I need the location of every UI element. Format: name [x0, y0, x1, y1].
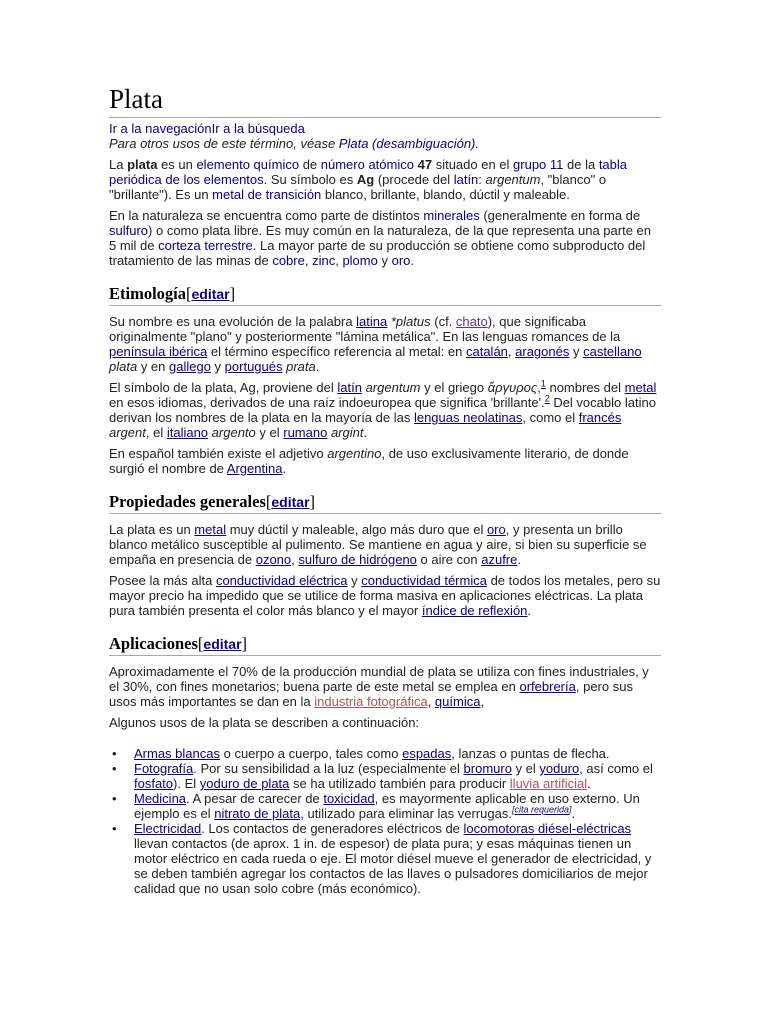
edit-section-link[interactable]: editar — [191, 286, 230, 302]
link-frances[interactable]: francés — [578, 410, 622, 425]
aplicaciones-paragraph-1: Aproximadamente el 70% de la producción mundial de plata se utiliza con fines industriales, y el 30%, con fines monetarios; buena parte de este metal se emplea en orfebrería, pero sus usos más importantes se dan en la industria fotográfica, química, — [109, 664, 649, 709]
list-item: • Armas blancas o cuerpo a cuerpo, tales como espadas, lanzas o puntas de flecha. — [112, 746, 610, 761]
link-locomotoras-diesel-electricas[interactable]: locomotoras diésel-eléctricas — [463, 821, 632, 836]
link-gallego[interactable]: gallego — [169, 359, 211, 374]
link-peninsula-iberica[interactable]: península ibérica — [109, 344, 208, 359]
etimologia-paragraph-3: En español también existe el adjetivo argentino, de uso exclusivamente literario, de donde surgió el nombre de Argentina. — [109, 446, 629, 476]
link-conductividad-electrica[interactable]: conductividad eléctrica — [215, 573, 348, 588]
list-item: • Fotografía. Por su sensibilidad a la luz (especialmente el bromuro y el yoduro, así como el fosfato). El yoduro de plata se ha utilizado también para producir lluvia artificial. — [112, 761, 653, 791]
edit-section-link[interactable]: editar — [271, 494, 310, 510]
link-elemento-quimico[interactable]: elemento químico — [196, 157, 300, 172]
link-latina[interactable]: latina — [356, 314, 388, 329]
link-lluvia-artificial[interactable]: lluvia artificial — [509, 776, 588, 791]
link-numero-atomico[interactable]: número atómico — [320, 157, 414, 172]
section-heading-etimologia: Etimología[editar] — [109, 284, 661, 306]
page-title: Plata — [109, 84, 661, 118]
link-chato[interactable]: chato — [455, 314, 488, 329]
link-catalan[interactable]: catalán — [465, 344, 508, 359]
link-sulfuro[interactable]: sulfuro — [109, 223, 149, 238]
link-minerales[interactable]: minerales — [423, 208, 480, 223]
link-metal[interactable]: metal — [624, 380, 657, 395]
citation-needed: [cita requerida] — [511, 804, 572, 815]
link-yoduro[interactable]: yoduro — [539, 761, 580, 776]
link-medicina[interactable]: Medicina — [134, 791, 187, 806]
link-nitrato-de-plata[interactable]: nitrato de plata — [214, 806, 301, 821]
link-quimica[interactable]: química — [434, 694, 481, 709]
list-item: • Electricidad. Los contactos de generadores eléctricos de locomotoras diésel-eléctricas llevan contactos (de aprox. 1 in. de espesor) de plata pura; y esas máquinas tienen un motor eléctrico en cada rueda o eje. El motor diésel mueve el generador de electricidad, y se deben también agregar los contactos de las llaves o pulsadores domiciliarios de mejor calidad que no usan solo cobre (más económico). — [112, 821, 652, 896]
link-castellano[interactable]: castellano — [583, 344, 642, 359]
link-grupo-11[interactable]: grupo 11 — [513, 157, 564, 172]
section-heading-aplicaciones: Aplicaciones[editar] — [109, 634, 661, 656]
jump-to-navigation-link[interactable]: Ir a la navegación — [109, 121, 212, 136]
hatnote: Para otros usos de este término, véase Plata (desambiguación). — [109, 136, 479, 151]
link-conductividad-termica[interactable]: conductividad térmica — [361, 573, 487, 588]
link-rumano[interactable]: rumano — [283, 425, 328, 440]
link-bromuro[interactable]: bromuro — [463, 761, 512, 776]
jump-to-search-link[interactable]: Ir a la búsqueda — [211, 121, 305, 136]
link-plomo[interactable]: plomo — [342, 253, 378, 268]
article — [109, 84, 661, 896]
link-azufre[interactable]: azufre — [481, 552, 518, 567]
propiedades-paragraph-1: La plata es un metal muy dúctil y maleable, algo más duro que el oro, y presenta un brillo blanco metálico susceptible al pulimento. Se mantiene en agua y aire, si bien su superficie se empaña en presencia de ozono, sulfuro de hidrógeno o aire con azufre. — [109, 522, 647, 567]
disambiguation-link[interactable]: Plata (desambiguación) — [338, 136, 476, 151]
link-sulfuro-de-hidrogeno[interactable]: sulfuro de hidrógeno — [298, 552, 417, 567]
link-indice-de-reflexion[interactable]: índice de reflexión — [421, 603, 528, 618]
link-fotografia[interactable]: Fotografía — [134, 761, 194, 776]
link-portugues[interactable]: portugués — [224, 359, 283, 374]
link-toxicidad[interactable]: toxicidad — [323, 791, 375, 806]
link-argentina[interactable]: Argentina — [226, 461, 283, 476]
link-metal-2[interactable]: metal — [194, 522, 227, 537]
link-fosfato[interactable]: fosfato — [134, 776, 174, 791]
link-cobre[interactable]: cobre — [272, 253, 305, 268]
link-yoduro-de-plata[interactable]: yoduro de plata — [199, 776, 290, 791]
link-aragones[interactable]: aragonés — [515, 344, 570, 359]
link-oro-2[interactable]: oro — [486, 522, 506, 537]
link-orfebreria[interactable]: orfebrería — [519, 679, 576, 694]
aplicaciones-paragraph-2: Algunos usos de la plata se describen a continuación: — [109, 715, 420, 730]
reference-2[interactable]: 2 — [544, 393, 550, 404]
link-corteza-terrestre[interactable]: corteza terrestre — [158, 238, 253, 253]
link-metal-de-transicion[interactable]: metal de transición — [212, 187, 322, 202]
link-tabla-periodica[interactable]: tabla periódica de los elementos — [109, 157, 628, 187]
link-italiano[interactable]: italiano — [166, 425, 209, 440]
link-cita-requerida[interactable]: cita requerida — [514, 804, 570, 815]
intro-paragraph-1: La plata es un elemento químico de número atómico 47 situado en el grupo 11 de la tabla periódica de los elementos. Su símbolo es Ag (procede del latín: argentum, "blanco" o "brillante"). Es un metal de transición blanco, brillante, blando, dúctil y maleable. — [109, 157, 628, 202]
propiedades-paragraph-2: Posee la más alta conductividad eléctrica y conductividad térmica de todos los metales, pero su mayor precio ha impedido que se utilice de forma masiva en aplicaciones eléctricas. La plata pura también presenta el color más blanco y el mayor índice de reflexión. — [109, 573, 661, 618]
edit-section-link[interactable]: editar — [203, 636, 242, 652]
link-armas-blancas[interactable]: Armas blancas — [134, 746, 220, 761]
link-industria-fotografica[interactable]: industria fotográfica — [314, 694, 428, 709]
link-oro[interactable]: oro — [391, 253, 411, 268]
jump-links — [109, 121, 661, 136]
intro-paragraph-2: En la naturaleza se encuentra como parte de distintos minerales (generalmente en forma de sulfuro) o como plata libre. Es muy común en la naturaleza, de la que representa una parte en 5 mil de corteza terrestre. La mayor parte de su producción se obtiene como subproducto del tratamiento de las minas de cobre, zinc, plomo y oro. — [109, 208, 651, 268]
link-espadas[interactable]: espadas — [402, 746, 452, 761]
etimologia-paragraph-1: Su nombre es una evolución de la palabra latina *platus (cf. chato), que significaba originalmente "plano" y posteriormente "lámina metálica". En las lenguas romances de la península ibérica el término específico referencia al metal: en catalán, aragonés y castellano plata y en gallego y portugués prata. — [109, 314, 642, 374]
link-latin[interactable]: latín — [453, 172, 479, 187]
link-ozono[interactable]: ozono — [255, 552, 292, 567]
etimologia-paragraph-2: El símbolo de la plata, Ag, proviene del latín argentum y el griego ἄργυρος,$^1$ nombres del metal en esos idiomas, derivados de una raíz indoeuropea que significa 'brillante'.$^2$ Del vocablo latino derivan los nombres de la plata en la mayoría de las lenguas neolatinas, como el francés argent, el italiano argento y el rumano argint. — [109, 378, 657, 440]
uses-list — [109, 746, 661, 896]
reference-1[interactable]: 1 — [540, 378, 546, 389]
link-zinc[interactable]: zinc — [312, 253, 336, 268]
link-lenguas-neolatinas[interactable]: lenguas neolatinas — [413, 410, 523, 425]
link-latin-2[interactable]: latín — [337, 380, 362, 395]
link-electricidad[interactable]: Electricidad — [134, 821, 202, 836]
section-heading-propiedades: Propiedades generales[editar] — [109, 492, 661, 514]
list-item: • Medicina. A pesar de carecer de toxicidad, es mayormente aplicable en uso externo. Un ejemplo es el nitrato de plata, utilizado para eliminar las verrugas.[cita requerida]. — [112, 791, 640, 821]
